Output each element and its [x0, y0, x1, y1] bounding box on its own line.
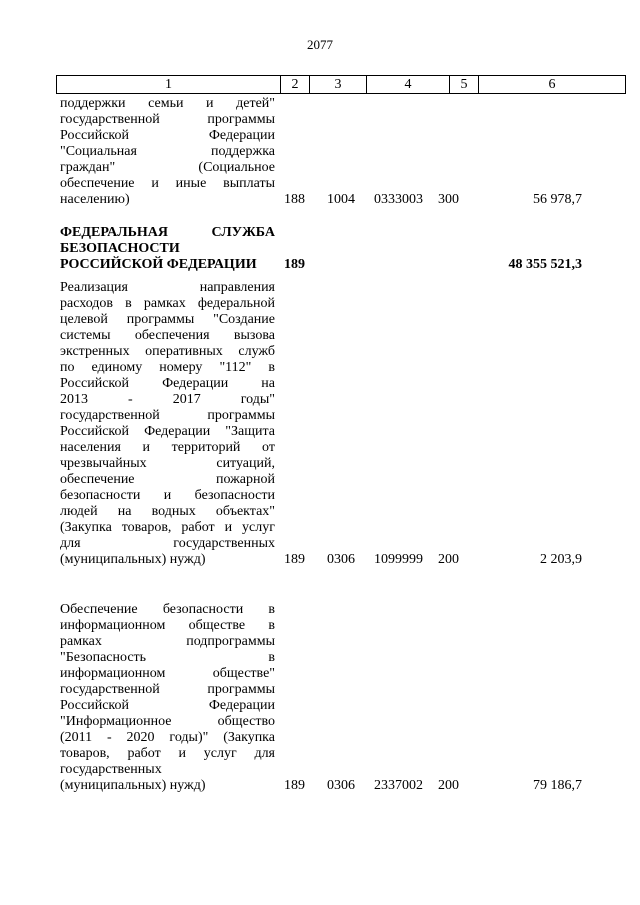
- column-header-table: [56, 75, 626, 94]
- description-line: государственных: [60, 762, 162, 777]
- description-line: информационном обществе": [60, 666, 275, 681]
- description-line: людей на водных объектах": [60, 504, 275, 519]
- description-line: Обеспечение безопасности в: [60, 602, 275, 617]
- amount-value: 56 978,7: [533, 192, 582, 207]
- description-line: целевой программы "Создание: [60, 312, 275, 327]
- description-line: (муниципальных) нужд): [60, 552, 206, 567]
- description-line: Российской Федерации на: [60, 376, 275, 391]
- description-line: ФЕДЕРАЛЬНАЯ СЛУЖБА: [60, 225, 275, 240]
- description-line: населения и территорий от: [60, 440, 275, 455]
- ministry-code: 189: [284, 552, 305, 567]
- description-line: Российской Федерации: [60, 698, 275, 713]
- column-header-4: 4: [367, 76, 450, 94]
- amount-value: 2 203,9: [540, 552, 582, 567]
- column-header-1: 1: [57, 76, 281, 94]
- section-code: 1004: [327, 192, 355, 207]
- amount-value: 48 355 521,3: [508, 257, 582, 272]
- description-line: информационном обществе в: [60, 618, 275, 633]
- description-line: Российской Федерации: [60, 128, 275, 143]
- description-line: государственной программы: [60, 682, 275, 697]
- ministry-code: 189: [284, 778, 305, 793]
- description-line: поддержки семьи и детей": [60, 96, 275, 111]
- row-description: [60, 602, 275, 794]
- description-line: (Закупка товаров, работ и услуг: [60, 520, 275, 535]
- description-line: для государственных: [60, 536, 275, 551]
- row-description: [60, 280, 275, 568]
- row-description: [60, 96, 275, 208]
- description-line: товаров, работ и услуг для: [60, 746, 275, 761]
- description-line: "Информационное общество: [60, 714, 275, 729]
- target-article-code: 0333003: [374, 192, 423, 207]
- description-line: рамках подпрограммы: [60, 634, 275, 649]
- expense-type-code: 200: [438, 552, 459, 567]
- description-line: государственной программы: [60, 408, 275, 423]
- description-line: 2013 - 2017 годы": [60, 392, 275, 407]
- column-header-row: [57, 76, 626, 94]
- description-line: Реализация направления: [60, 280, 275, 295]
- expense-type-code: 300: [438, 192, 459, 207]
- section-code: 0306: [327, 778, 355, 793]
- ministry-code: 188: [284, 192, 305, 207]
- amount-value: 79 186,7: [533, 778, 582, 793]
- description-line: Российской Федерации "Защита: [60, 424, 275, 439]
- column-header-2: 2: [281, 76, 310, 94]
- description-line: "Безопасность в: [60, 650, 275, 665]
- description-line: РОССИЙСКОЙ ФЕДЕРАЦИИ: [60, 257, 257, 272]
- column-header-5: 5: [450, 76, 479, 94]
- description-line: обеспечение и иные выплаты: [60, 176, 275, 191]
- section-code: 0306: [327, 552, 355, 567]
- target-article-code: 2337002: [374, 778, 423, 793]
- row-description: [60, 225, 275, 273]
- description-line: экстренных оперативных служб: [60, 344, 275, 359]
- column-header-6: 6: [479, 76, 626, 94]
- description-line: (муниципальных) нужд): [60, 778, 206, 793]
- description-line: БЕЗОПАСНОСТИ: [60, 241, 180, 256]
- description-line: чрезвычайных ситуаций,: [60, 456, 275, 471]
- description-line: государственной программы: [60, 112, 275, 127]
- target-article-code: 1099999: [374, 552, 423, 567]
- description-line: расходов в рамках федеральной: [60, 296, 275, 311]
- expense-type-code: 200: [438, 778, 459, 793]
- description-line: системы обеспечения вызова: [60, 328, 275, 343]
- description-line: по единому номеру "112" в: [60, 360, 275, 375]
- description-line: обеспечение пожарной: [60, 472, 275, 487]
- description-line: (2011 - 2020 годы)" (Закупка: [60, 730, 275, 745]
- description-line: граждан" (Социальное: [60, 160, 275, 175]
- ministry-code: 189: [284, 257, 305, 272]
- page-number: 2077: [307, 37, 333, 52]
- description-line: безопасности и безопасности: [60, 488, 275, 503]
- description-line: "Социальная поддержка: [60, 144, 275, 159]
- column-header-3: 3: [310, 76, 367, 94]
- description-line: населению): [60, 192, 130, 207]
